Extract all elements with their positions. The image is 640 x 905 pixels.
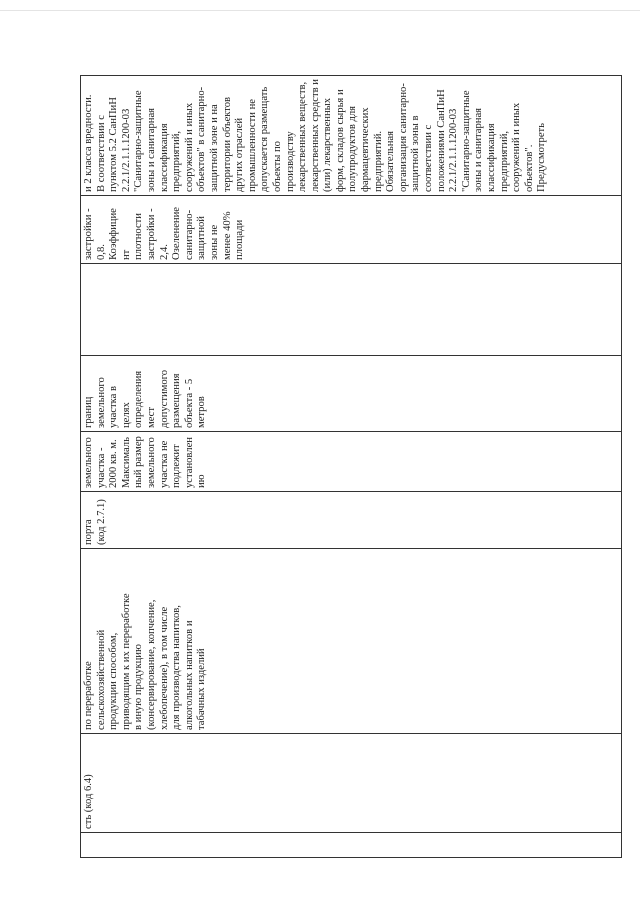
restrictions-text: и 2 класса вредности. В соответствии с пунктом 5.2 СанПиН 2.2.1/2.1.1.1200-03 "Санитарно-защитные зоны и санитарная классификация предприятий, сооружений и иных объектов" в санитарно- защитной зоне и на территории объектов других отраслей промышленности не допускается размещать объекты по производству лекарственных веществ, лекарственных средств и (или) лекарственных форм, складов сырья и полупродуктов для фармацевтических предприятий. Обязательная организация санитарно- защитной зоны в соответствии с положениями СанПиН 2.2.1/2.1.1.1200-03 "Санитарно-защитные зоны и санитарная классификация предприятий, сооружений и иных объектов". Предусмотреть (83, 79, 548, 192)
table-cell-empty-1 (81, 264, 622, 356)
activity-description-text: по переработке сельскохозяйственной продукции способом, приводящим к их переработке в иную продукцию (консервирование, копчение, хлебопечение), в том числе для производства напитков, алкогольных напитков и табачных изделий (83, 593, 208, 730)
activity-code-text: сть (код 6.4) (83, 774, 94, 829)
page-top-divider (0, 10, 640, 11)
table-cell-setback (81, 356, 622, 432)
table-cell-activity-code (81, 734, 622, 833)
setback-text: границ земельного участка в целях определения мест допустимого размещения объекта - 5 метров (83, 369, 208, 428)
rotated-table-page (80, 76, 622, 858)
table-cell-blank (81, 833, 622, 858)
table-cell-description (81, 549, 622, 734)
table-cell-restrictions (81, 76, 622, 196)
table-cell-port-code (81, 492, 622, 549)
plot-size-text: земельного участка - 2000 кв. м. Максималь ный размер земельного участка не подлежит установлен ию (83, 436, 208, 488)
table-cell-plot-size (81, 432, 622, 492)
table-cell-density (81, 196, 622, 264)
port-code-text: порта (код 2.7.1) (83, 499, 107, 545)
density-text: застройки - 0,8. Коэффицие нт плотности застройки - 2,4. Озеленение санитарно- защитной зоны не менее 40% площади (83, 207, 246, 260)
zoning-regulations-table (80, 75, 622, 858)
table-row (81, 76, 622, 858)
